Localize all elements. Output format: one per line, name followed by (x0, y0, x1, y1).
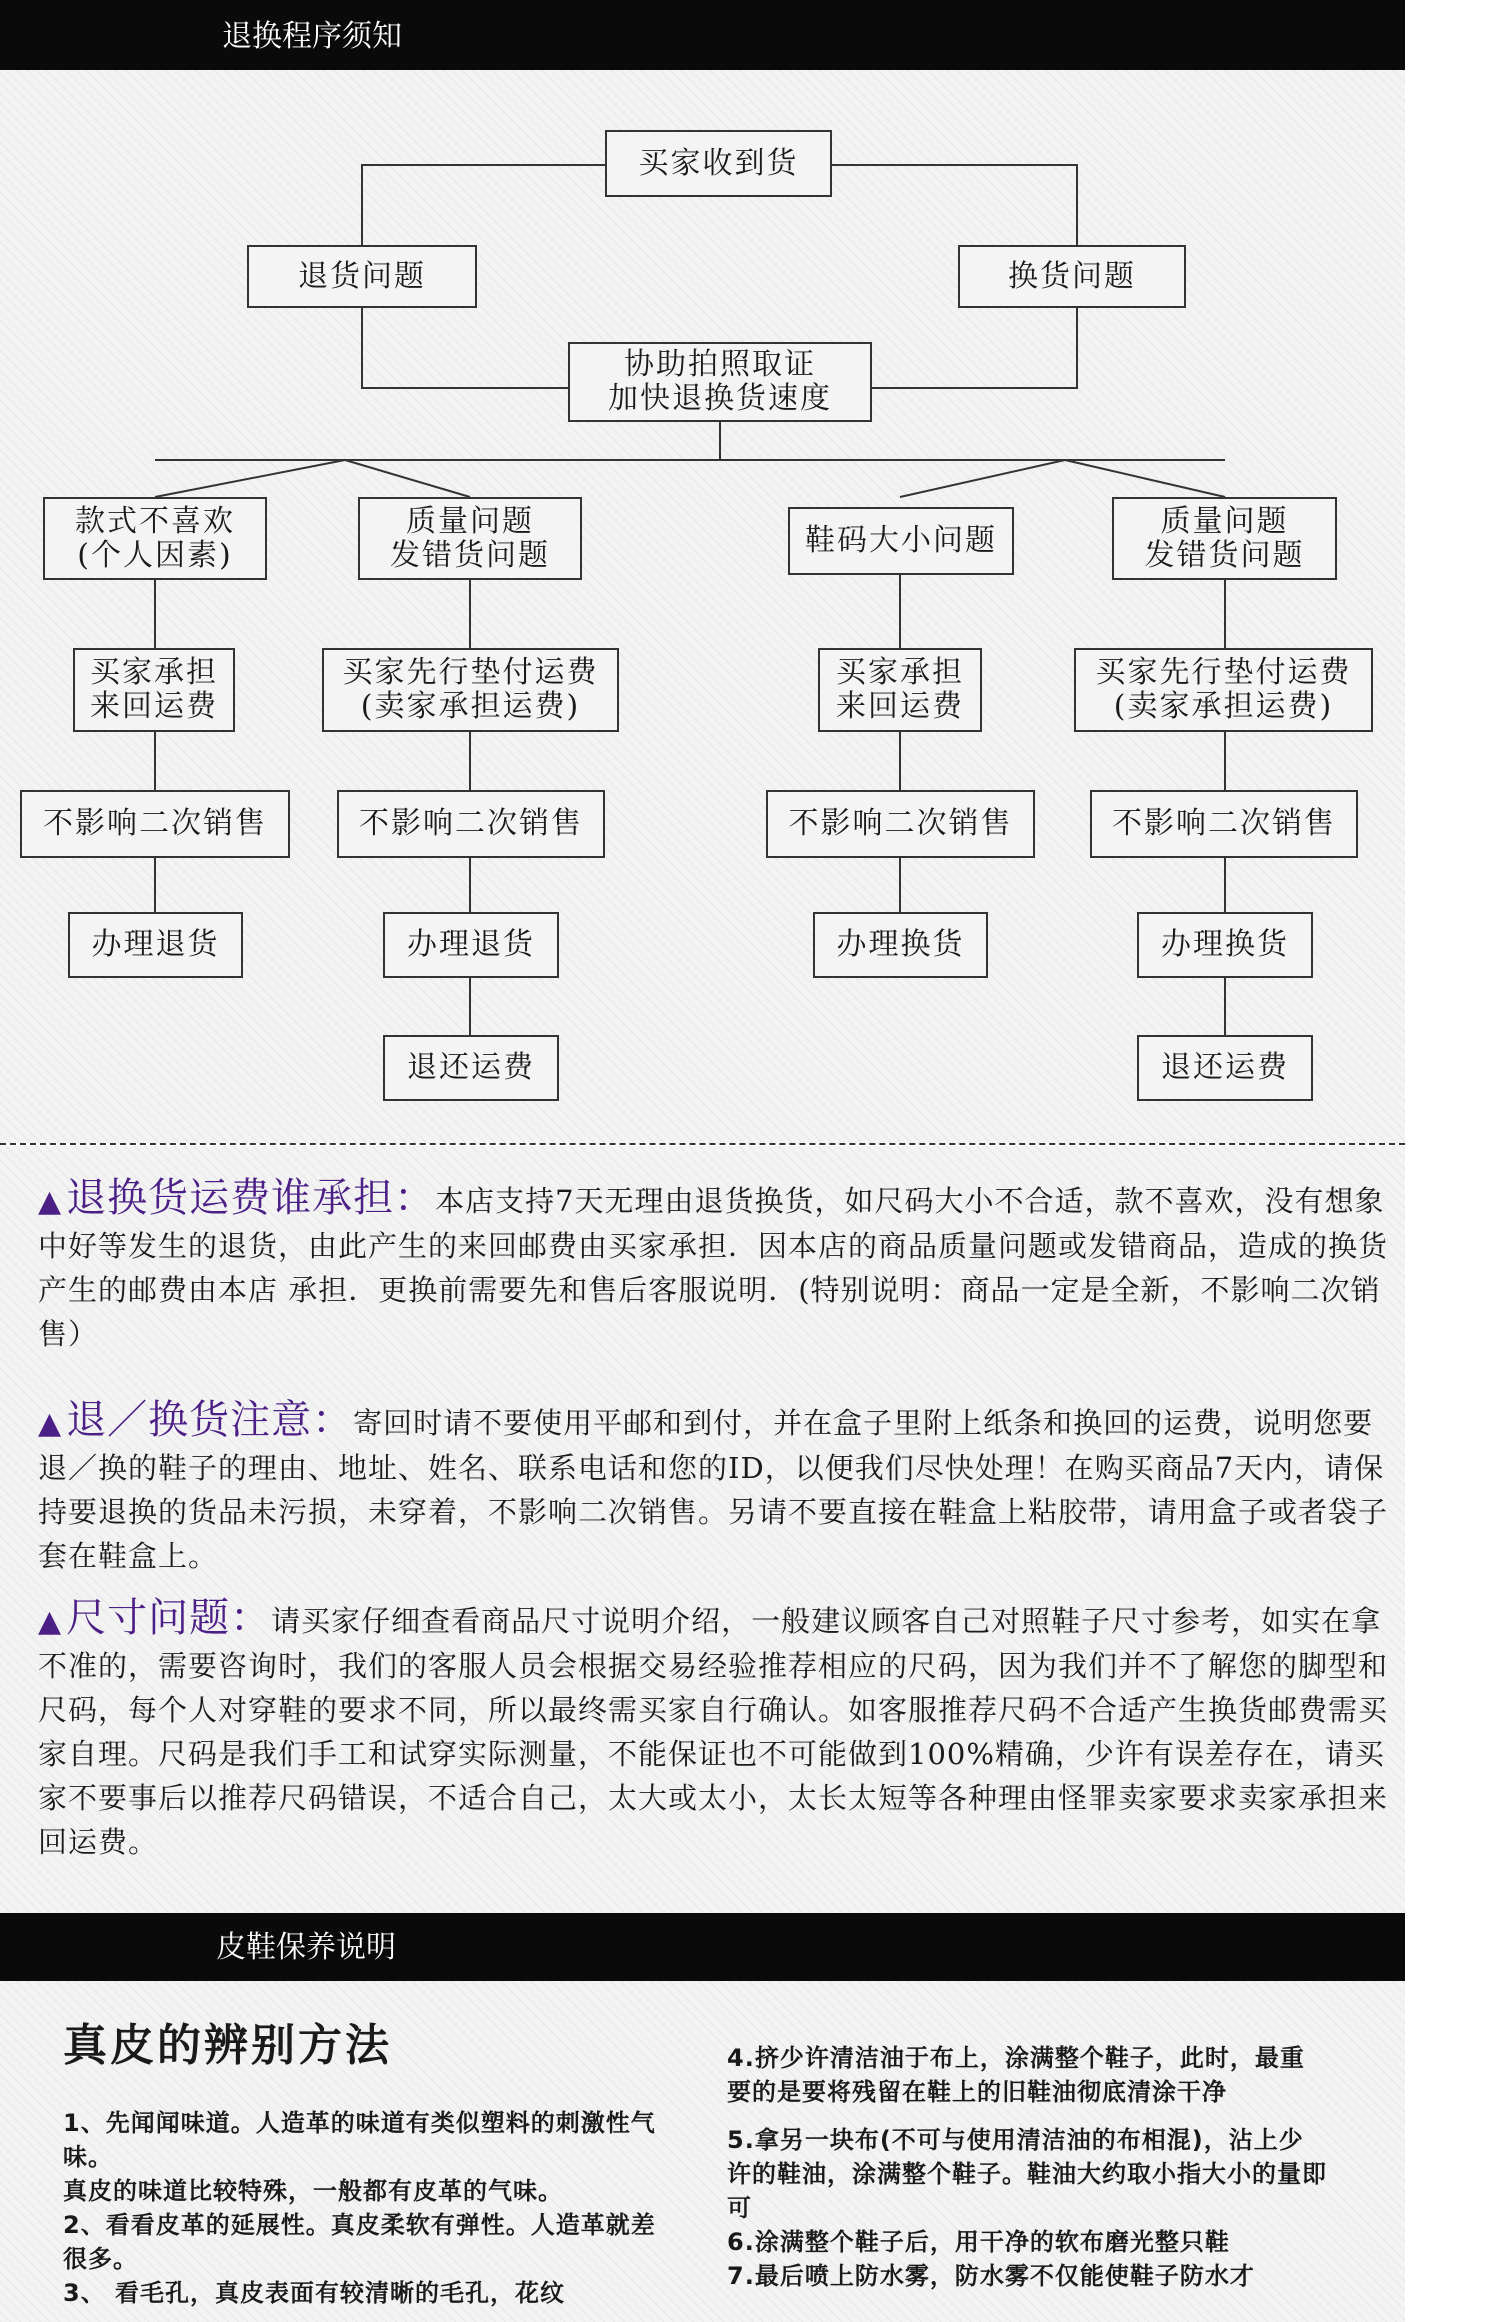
triangle-icon: ▲ (38, 1406, 63, 1441)
flow-reason-quality: 质量问题 发错货问题 (1112, 497, 1337, 580)
flow-refund-shipping: 退还运费 (1137, 1035, 1313, 1101)
note-title: 退换货运费谁承担： (66, 1175, 436, 1221)
care-step: 5.拿另一块布(不可与使用清洁油的布相混)，沾上少许的鞋油，涂满整个鞋子。鞋油大约取小指大小的量即可 (727, 2126, 1327, 2222)
triangle-icon: ▲ (38, 1604, 63, 1639)
triangle-icon: ▲ (38, 1184, 63, 1219)
flow-no-resale-impact: 不影响二次销售 (766, 790, 1035, 858)
flow-buyer-received: 买家收到货 (605, 130, 832, 197)
care-step: 4.挤少许清洁油于布上，涂满整个鞋子，此时，最重要的是要将残留在鞋上的旧鞋油彻底清涂干净 (727, 2044, 1305, 2106)
flow-process-return: 办理退货 (68, 912, 243, 978)
flow-reason-style: 款式不喜欢 (个人因素) (43, 497, 267, 580)
flow-refund-shipping: 退还运费 (383, 1035, 559, 1101)
note-body: 寄回时请不要使用平邮和到付，并在盒子里附上纸条和换回的运费，说明您要退／换的鞋子的理由、地址、姓名、联系电话和您的ID，以便我们尽快处理！在购买商品7天内，请保持要退换的货品未污损，未穿着，不影响二次销售。另请不要直接在鞋盒上粘胶带，请用盒子或者袋子套在鞋盒上。 (38, 1406, 1389, 1573)
care-step: 2、看看皮革的延展性。真皮柔软有弹性。人造革就差很多。 (63, 2211, 656, 2273)
note-title: 尺寸问题： (66, 1595, 272, 1641)
care-section-header: 皮鞋保养说明 (0, 1913, 1405, 1981)
flow-cost-prepay: 买家先行垫付运费 (卖家承担运费) (1074, 648, 1373, 732)
flow-assist-photo: 协助拍照取证 加快退换货速度 (568, 342, 872, 422)
note-exchange-attention (38, 1398, 1400, 1578)
flow-no-resale-impact: 不影响二次销售 (1090, 790, 1358, 858)
note-shipping-cost (38, 1176, 1400, 1356)
policy-notes (0, 1146, 1405, 1913)
care-step: 7.最后喷上防水雾，防水雾不仅能使鞋子防水才 (727, 2262, 1255, 2290)
note-title: 退／换货注意： (66, 1397, 354, 1443)
note-size-issue (38, 1596, 1400, 1864)
care-step: 真皮的味道比较特殊，一般都有皮革的气味。 (63, 2177, 563, 2205)
flow-return-issue: 退货问题 (247, 245, 477, 308)
care-title: 真皮的辨别方法 (63, 2020, 392, 2071)
flow-exchange-issue: 换货问题 (958, 245, 1186, 308)
care-right-column (727, 2041, 1327, 2293)
care-left-column (63, 2106, 663, 2310)
leather-care-section (0, 1981, 1405, 2322)
flow-cost-prepay: 买家先行垫付运费 (卖家承担运费) (322, 648, 619, 732)
flow-process-exchange: 办理换货 (1137, 912, 1313, 978)
dashed-divider (0, 1143, 1405, 1145)
flow-cost-buyer: 买家承担 来回运费 (818, 648, 982, 732)
flow-no-resale-impact: 不影响二次销售 (337, 790, 605, 858)
flowchart-connectors (0, 70, 1405, 1143)
flow-process-return: 办理退货 (383, 912, 559, 978)
note-body: 请买家仔细查看商品尺寸说明介绍，一般建议顾客自己对照鞋子尺寸参考，如实在拿不准的，需要咨询时，我们的客服人员会根据交易经验推荐相应的尺码，因为我们并不了解您的脚型和尺码，每个人对穿鞋的要求不同，所以最终需买家自行确认。如客服推荐尺码不合适产生换货邮费需买家自理。尺码是我们手工和试穿实际测量，不能保证也不可能做到100%精确，少许有误差存在，请买家不要事后以推荐尺码错误，不适合自己，太大或太小，太长太短等各种理由怪罪卖家要求卖家承担来回运费。 (38, 1604, 1389, 1859)
note-body: 本店支持7天无理由退货换货，如尺码大小不合适，款不喜欢，没有想象中好等发生的退货，由此产生的来回邮费由买家承担．因本店的商品质量问题或发错商品，造成的换货产生的邮费由本店 承担．更换前需要先和售后客服说明．(特别说明：商品一定是全新，不影响二次销售） (38, 1184, 1389, 1351)
return-exchange-flowchart (0, 70, 1405, 1143)
flow-cost-buyer: 买家承担 来回运费 (73, 648, 235, 732)
care-step: 6.涂满整个鞋子后，用干净的软布磨光整只鞋 (727, 2228, 1230, 2256)
flow-no-resale-impact: 不影响二次销售 (20, 790, 290, 858)
returns-section-header: 退换程序须知 (0, 0, 1405, 70)
care-step: 3、 看毛孔，真皮表面有较清晰的毛孔，花纹 (63, 2279, 566, 2307)
flow-process-exchange: 办理换货 (813, 912, 988, 978)
care-step: 1、先闻闻味道。人造革的味道有类似塑料的刺激性气味。 (63, 2109, 656, 2171)
flow-reason-size: 鞋码大小问题 (788, 507, 1014, 575)
flow-reason-quality: 质量问题 发错货问题 (358, 497, 582, 580)
